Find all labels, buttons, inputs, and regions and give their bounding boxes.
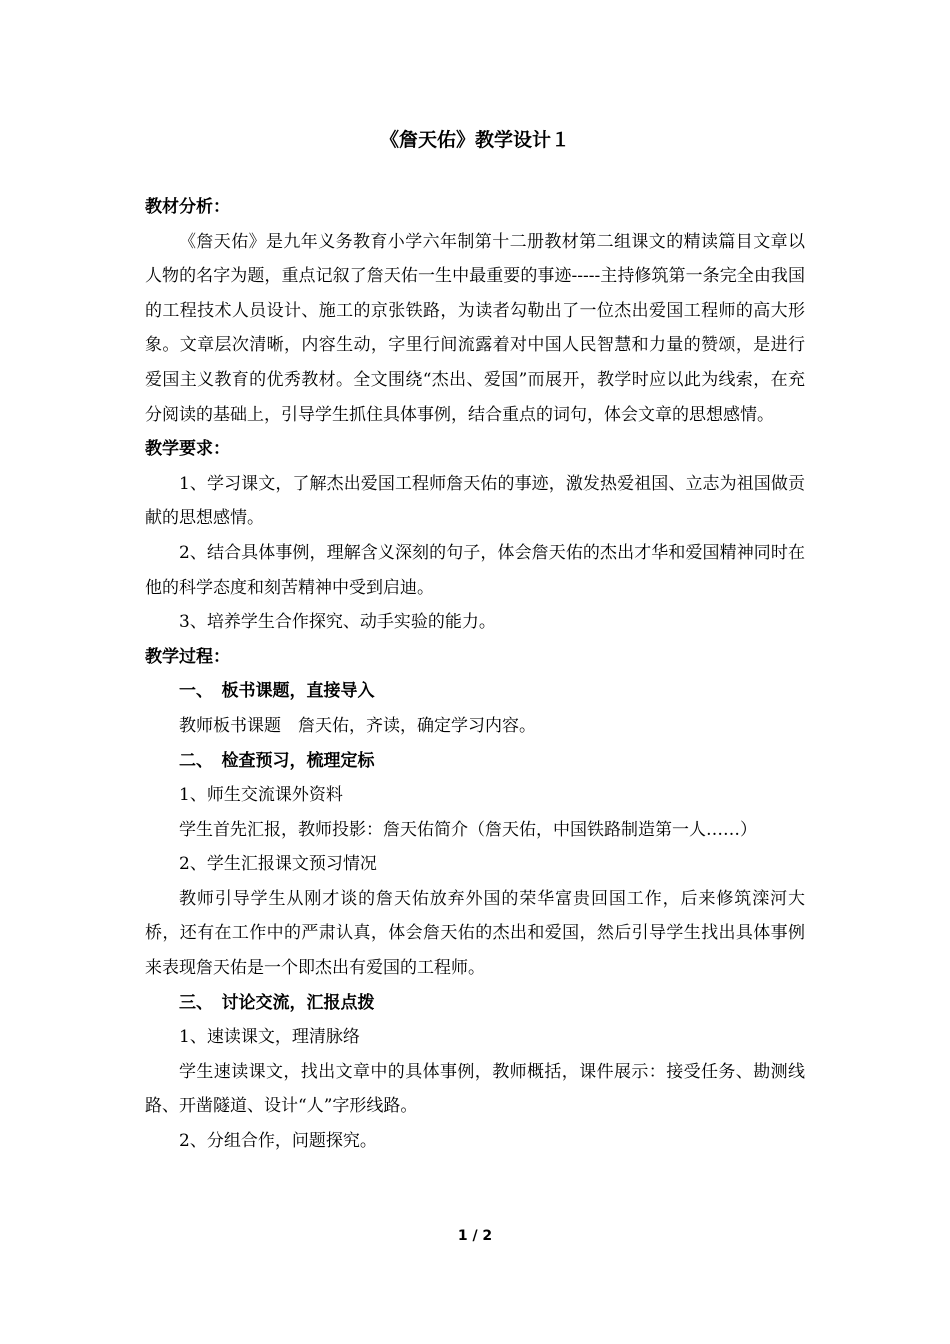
step2-heading: 二、 检查预习，梳理定标 (179, 750, 375, 771)
page-number: 1 / 2 (457, 1228, 493, 1244)
step3-sub1-label: 1、速读课文，理清脉络 (179, 1027, 360, 1048)
step2-sub2-text: 教师引导学生从刚才谈的詹天佑放弃外国的荣华富贵回国工作，后来修筑滦河大桥，还有在工作中的严肃认真，体会詹天佑的杰出和爱国，然后引导学生找出具体事例来表现詹天佑是一个即杰出有爱国的工程师。 (145, 888, 805, 979)
requirement-item-3: 3、培养学生合作探究、动手实验的能力。 (179, 612, 496, 633)
step3-sub2-label: 2、分组合作，问题探究。 (179, 1131, 377, 1152)
step3-heading: 三、 讨论交流，汇报点拨 (179, 992, 375, 1013)
analysis-paragraph: 《詹天佑》是九年义务教育小学六年制第十二册教材第二组课文的精读篇目文章以人物的名字为题，重点记叙了詹天佑一生中最重要的事迹-----主持修筑第一条完全由我国的工程技术人员设计、施工的京张铁路，为读者勾勒出了一位杰出爱国工程师的高大形象。文章层次清晰，内容生动，字里行间流露着对中国人民智慧和力量的赞颂，是进行爱国主义教育的优秀教材。全文围绕“杰出、爱国”而展开，教学时应以此为线索，在充分阅读的基础上，引导学生抓住具体事例，结合重点的词句，体会文章的思想感情。 (145, 231, 805, 425)
step1-heading: 一、 板书课题，直接导入 (179, 681, 375, 702)
step2-sub1-label: 1、师生交流课外资料 (179, 785, 343, 806)
requirement-item-1: 1、学习课文，了解杰出爱国工程师詹天佑的事迹，激发热爱祖国、立志为祖国做贡献的思想感情。 (145, 473, 805, 529)
document-title: 《詹天佑》教学设计１ (379, 129, 570, 151)
analysis-heading: 教材分析： (145, 197, 230, 217)
step1-text: 教师板书课题 詹天佑，齐读，确定学习内容。 (179, 715, 536, 736)
step2-sub1-text: 学生首先汇报，教师投影：詹天佑简介（詹天佑，中国铁路制造第一人……） (179, 819, 757, 840)
requirements-heading: 教学要求： (145, 439, 230, 460)
step3-sub1-text: 学生速读课文，找出文章中的具体事例，教师概括，课件展示：接受任务、勘测线路、开凿隧道、设计“人”字形线路。 (145, 1061, 805, 1117)
requirement-item-2: 2、结合具体事例，理解含义深刻的句子，体会詹天佑的杰出才华和爱国精神同时在他的科学态度和刻苦精神中受到启迪。 (145, 542, 805, 598)
document-body (145, 190, 805, 1159)
process-heading: 教学过程： (145, 646, 230, 667)
step2-sub2-label: 2、学生汇报课文预习情况 (179, 854, 377, 875)
